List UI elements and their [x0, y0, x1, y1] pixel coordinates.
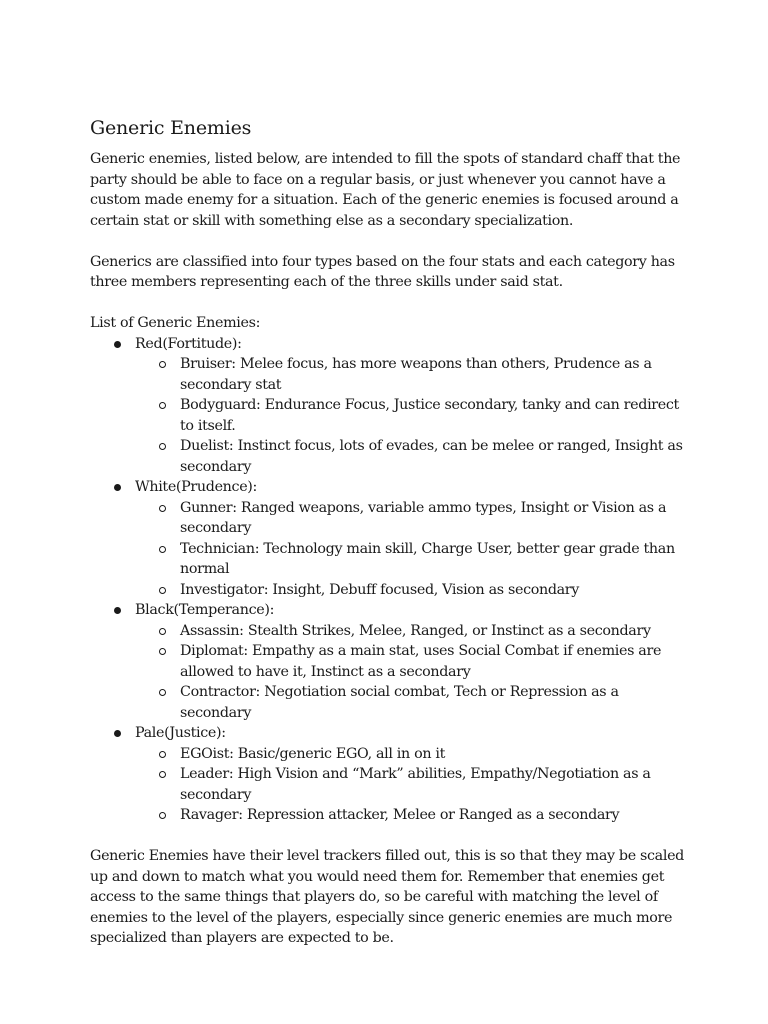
enemy-description: Technician: Technology main skill, Charge User, better gear grade than normal: [180, 540, 675, 577]
closing-paragraph: Generic Enemies have their level trackers filled out, this is so that they may be scaled up and down to match what you would need them for. Remember that enemies get access to the same things that players do, so be careful with matching the level of enemies to the level of the players, especially since generic enemies are much more specialized than players are expected to be.: [90, 848, 684, 946]
hollow-bullet-icon: [159, 402, 166, 409]
list-item: [135, 436, 690, 477]
list-item: [135, 805, 690, 826]
enemy-description: Assassin: Stealth Strikes, Melee, Ranged, or Instinct as a secondary: [180, 622, 651, 639]
hollow-bullet-icon: [159, 689, 166, 696]
filled-bullet-icon: [114, 484, 121, 491]
hollow-bullet-icon: [159, 812, 166, 819]
category-list: [90, 334, 690, 826]
hollow-bullet-icon: [159, 648, 166, 655]
hollow-bullet-icon: [159, 443, 166, 450]
hollow-bullet-icon: [159, 628, 166, 635]
enemy-description: Gunner: Ranged weapons, variable ammo types, Insight or Vision as a secondary: [180, 499, 667, 536]
category-red: [90, 334, 690, 478]
category-white: [90, 477, 690, 600]
category-label: Black(Temperance):: [135, 602, 275, 618]
enemy-list: [135, 354, 690, 477]
filled-bullet-icon: [114, 730, 121, 737]
enemy-description: Investigator: Insight, Debuff focused, Vision as secondary: [180, 581, 580, 598]
page-title: Generic Enemies: [90, 117, 252, 139]
enemy-description: Bodyguard: Endurance Focus, Justice secondary, tanky and can redirect to itself.: [180, 397, 679, 434]
enemy-description: Contractor: Negotiation social combat, Tech or Repression as a secondary: [180, 684, 619, 721]
hollow-bullet-icon: [159, 587, 166, 594]
list-heading: List of Generic Enemies:: [90, 315, 261, 331]
spacer: [90, 293, 690, 314]
list-item: [135, 744, 690, 765]
enemy-list: [135, 744, 690, 826]
enemy-description: Diplomat: Empathy as a main stat, uses Social Combat if enemies are allowed to have it, Instinct as a secondary: [180, 643, 662, 680]
list-item: [135, 395, 690, 436]
filled-bullet-icon: [114, 607, 121, 614]
spacer: [90, 826, 690, 847]
enemy-description: EGOist: Basic/generic EGO, all in on it: [180, 745, 445, 762]
list-item: [135, 682, 690, 723]
enemy-list: [135, 498, 690, 601]
category-pale: [90, 723, 690, 826]
intro-paragraph: Generic enemies, listed below, are intended to fill the spots of standard chaff that the party should be able to face on a regular basis, or just whenever you cannot have a custom made enemy for a situation. Each of the generic enemies is focused around a certain stat or skill with something else as a secondary specialization.: [90, 151, 681, 229]
enemy-description: Bruiser: Melee focus, has more weapons than others, Prudence as a secondary stat: [180, 356, 652, 393]
hollow-bullet-icon: [159, 361, 166, 368]
list-item: [135, 764, 690, 805]
spacer: [90, 231, 690, 252]
enemy-list: [135, 621, 690, 724]
list-item: [135, 641, 690, 682]
document-page: [90, 116, 690, 949]
enemy-description: Leader: High Vision and “Mark” abilities, Empathy/Negotiation as a secondary: [180, 766, 651, 803]
hollow-bullet-icon: [159, 751, 166, 758]
list-item: [135, 354, 690, 395]
list-item: [135, 580, 690, 601]
category-label: White(Prudence):: [135, 479, 258, 495]
enemy-description: Ravager: Repression attacker, Melee or Ranged as a secondary: [180, 807, 620, 823]
list-item: [135, 621, 690, 642]
category-black: [90, 600, 690, 723]
list-item: [135, 539, 690, 580]
hollow-bullet-icon: [159, 771, 166, 778]
classification-paragraph: Generics are classified into four types based on the four stats and each category has three members representing each of the three skills under said stat.: [90, 253, 675, 290]
list-item: [135, 498, 690, 539]
category-label: Red(Fortitude):: [135, 335, 242, 352]
hollow-bullet-icon: [159, 546, 166, 553]
enemy-description: Duelist: Instinct focus, lots of evades, can be melee or ranged, Insight as secondary: [180, 438, 683, 475]
hollow-bullet-icon: [159, 505, 166, 512]
filled-bullet-icon: [114, 341, 121, 348]
category-label: Pale(Justice):: [135, 725, 226, 741]
